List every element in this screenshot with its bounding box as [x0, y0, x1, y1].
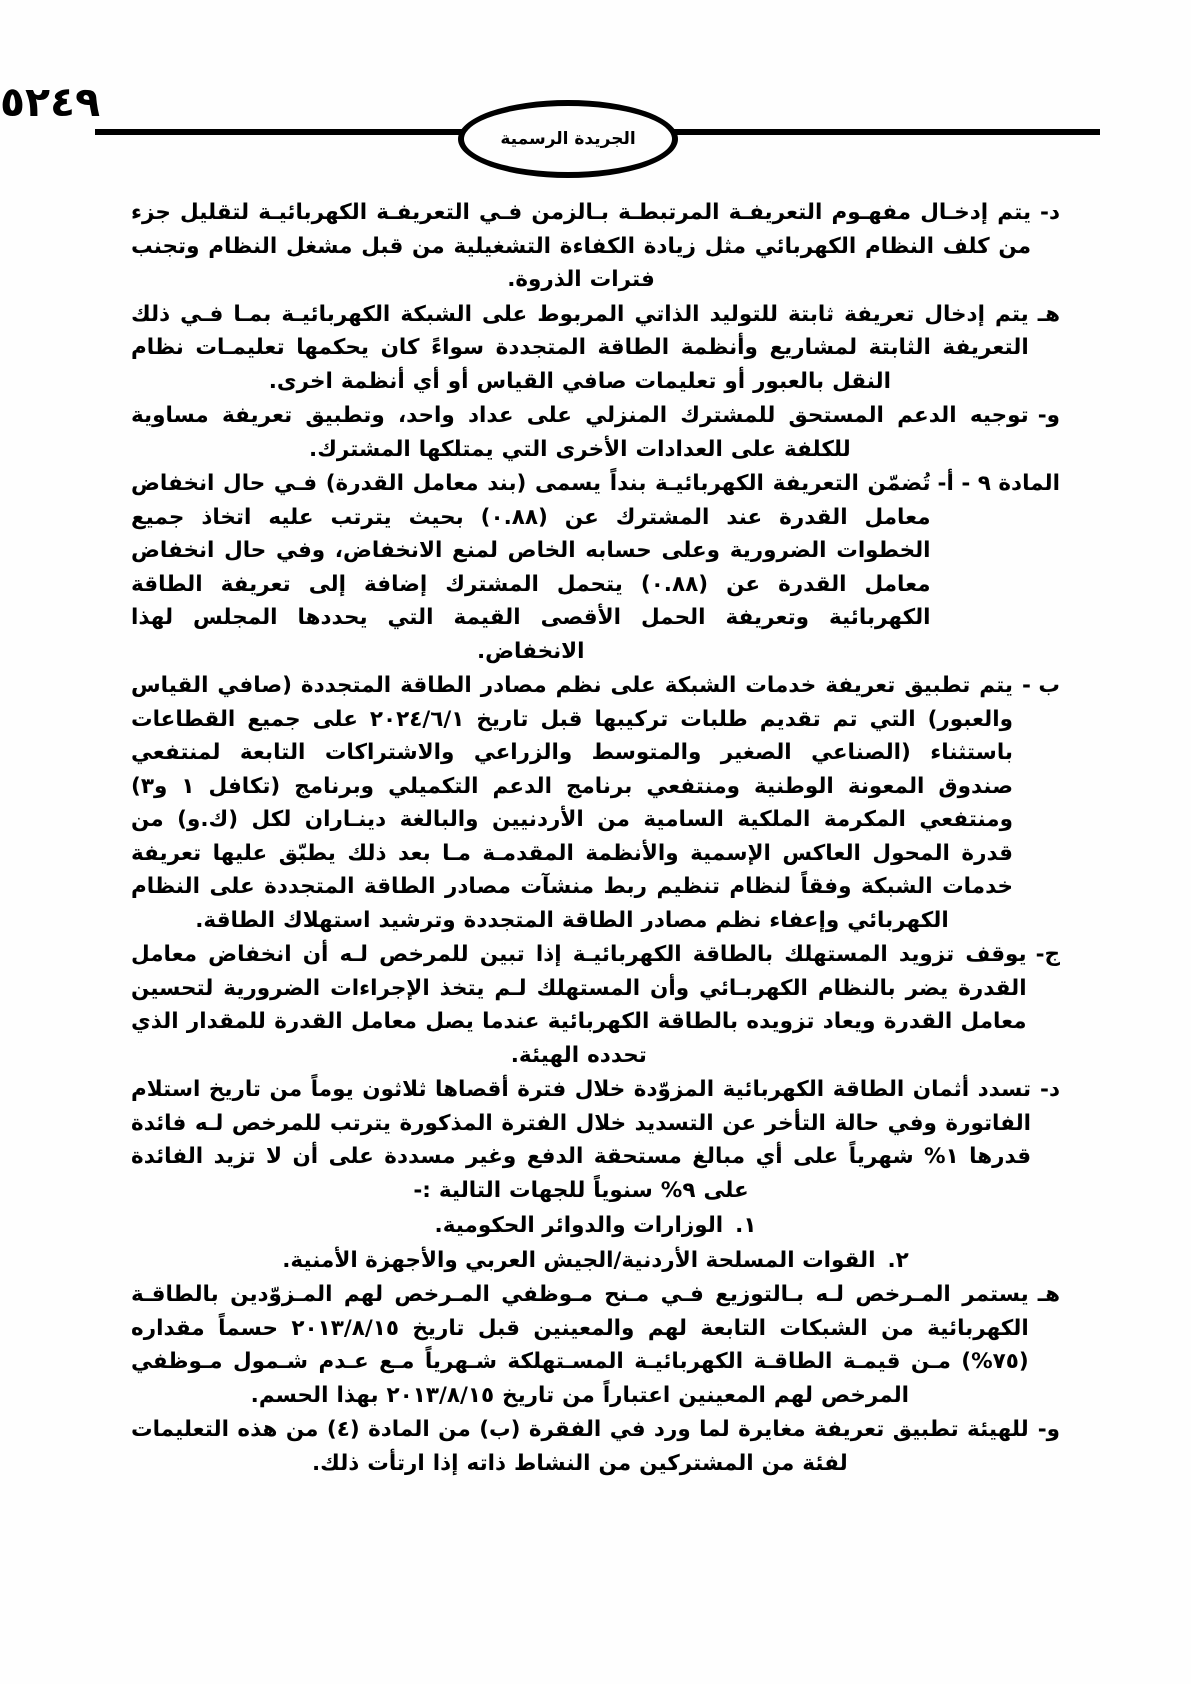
list-item-number: ١.	[735, 1213, 757, 1238]
clause-text: يتم إدخـال مفهـوم التعريفـة المرتبطـة بـالزمن فـي التعريفـة الكهربائيـة لتقليل جزء من كلف النظام الكهربائي مثل زيادة الكفاءة التشغيلية من قبل مشغل النظام وتجنب فترات الذروة.	[131, 200, 1032, 292]
clause	[131, 399, 1060, 466]
gazette-seal-label: الجريدة الرسمية	[500, 129, 636, 149]
page-header	[0, 78, 1191, 168]
clause	[131, 938, 1060, 1072]
clause-marker: ب -	[1021, 673, 1060, 698]
clause	[131, 467, 1060, 668]
clause-marker: هـ	[1037, 301, 1060, 327]
list-item	[131, 1208, 1060, 1243]
clause-marker: د-	[1040, 1077, 1060, 1102]
clause-marker: و-	[1037, 1417, 1060, 1442]
clause	[131, 1413, 1060, 1480]
gazette-seal	[458, 100, 678, 178]
clause	[131, 669, 1060, 937]
clause-text: توجيه الدعم المستحق للمشترك المنزلي على عداد واحد، وتطبيق تعريفة مساوية للكلفة على العدادات الأخرى التي يمتلكها المشترك.	[131, 403, 1029, 462]
list-item-number: ٢.	[887, 1248, 909, 1273]
numbered-list	[131, 1208, 1060, 1278]
clause	[131, 298, 1060, 399]
clause-text: تسدد أثمان الطاقة الكهربائية المزوّدة خلال فترة أقصاها ثلاثون يوماً من تاريخ استلام الفاتورة وفي حالة التأخر عن التسديد خلال الفترة المذكورة يترتب للمرخص لـه فائدة قدرها ١% شهرياً على أي مبالغ مستحقة الدفع وغير مسددة على أن لا تزيد الفائدة على ٩% سنوياً للجهات التالية :-	[131, 1077, 1032, 1203]
document-body	[131, 196, 1060, 1481]
clause-text: تُضمّن التعريفة الكهربائيـة بنداً يسمى (بند معامل القدرة) فـي حال انخفاض معامل القدرة عند المشترك عن (٠.٨٨) بحيث يترتب عليه اتخاذ جميع الخطوات الضرورية وعلى حسابه الخاص لمنع الانخفاض، وفي حال انخفاض معامل القدرة عن (٠.٨٨) يتحمل المشترك إضافة إلى تعريفة الطاقة الكهربائية وتعريفة الحمل الأقصى القيمة التي يحددها المجلس لهذا الانخفاض.	[131, 471, 931, 664]
clause-text: يتم إدخال تعريفة ثابتة للتوليد الذاتي المربوط على الشبكة الكهربائيـة بمـا فـي ذلك التعريفة الثابتة لمشاريع وأنظمة الطاقة المتجددة سواءً كان يحكمها تعليمـات نظام النقل بالعبور أو تعليمات صافي القياس أو أي أنظمة اخرى.	[131, 301, 1029, 394]
clause	[131, 196, 1060, 297]
clause-marker: د-	[1040, 200, 1060, 225]
clause-marker: هـ	[1037, 1282, 1060, 1307]
clause	[131, 1073, 1060, 1207]
page-number: ٥٢٤٩	[0, 78, 101, 126]
clause-marker: المادة ٩ - أ-	[937, 471, 1060, 496]
clause-text: يوقف تزويد المستهلك بالطاقة الكهربائيـة إذا تبين للمرخص لـه أن انخفاض معامل القدرة يضر بالنظام الكهربـائي وأن المستهلك لـم يتخذ الإجراءات الضرورية لتحسين معامل القدرة ويعاد تزويده بالطاقة الكهربائية عندما يصل معامل القدرة للمقدار الذي تحدده الهيئة.	[131, 942, 1027, 1068]
clause-text: يتم تطبيق تعريفة خدمات الشبكة على نظم مصادر الطاقة المتجددة (صافي القياس والعبور) التي تم تقديم طلبات تركيبها قبل تاريخ ٢٠٢٤/٦/١ على جميع القطاعات باستثناء (الصناعي الصغير والمتوسط والزراعي والاشتراكات التابعة لمنتفعي صندوق المعونة الوطنية ومنتفعي برنامج الدعم التكميلي وبرنامج (تكافل ١ و٣) ومنتفعي المكرمة الملكية السامية من الأردنيين والبالغة دينـاران لكل (ك.و) من قدرة المحول العاكس الإسمية والأنظمة المقدمـة مـا بعد ذلك يطبّق عليها تعريفة خدمات الشبكة وفقاً لنظام تنظيم ربط منشآت مصادر الطاقة المتجددة على النظام الكهربائي وإعفاء نظم مصادر الطاقة المتجددة وترشيد استهلاك الطاقة.	[131, 673, 1013, 933]
clause-marker: ج-	[1035, 942, 1060, 967]
list-item	[131, 1243, 1060, 1278]
clause	[131, 1278, 1060, 1412]
clause-text: للهيئة تطبيق تعريفة مغايرة لما ورد في الفقرة (ب) من المادة (٤) من هذه التعليمات لفئة من المشتركين من النشاط ذاته إذا ارتأت ذلك.	[131, 1417, 1029, 1476]
list-item-text: الوزارات والدوائر الحكومية.	[434, 1213, 724, 1238]
list-item-text: القوات المسلحة الأردنية/الجيش العربي والأجهزة الأمنية.	[282, 1248, 876, 1273]
clause-marker: و-	[1037, 403, 1060, 428]
clause-text: يستمر المـرخص لـه بـالتوزيع فـي مـنح مـوظفي المـرخص لهم المـزوّدين بالطاقـة الكهربائية من الشبكات التابعة لهم والمعينين قبل تاريخ ٢٠١٣/٨/١٥ حسماً مقداره (٧٥%) مـن قيمـة الطاقـة الكهربائيـة المسـتهلكة شـهرياً مـع عـدم شـمول مـوظفي المرخص لهم المعينين اعتباراً من تاريخ ٢٠١٣/٨/١٥ بهذا الحسم.	[131, 1282, 1029, 1408]
